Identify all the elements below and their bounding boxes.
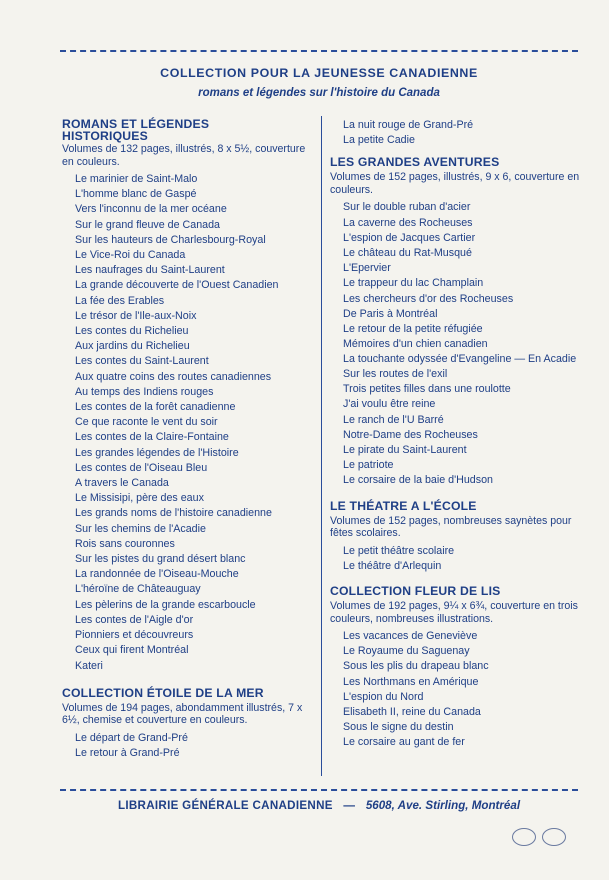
list-item: La grande découverte de l'Ouest Canadien [75,279,279,292]
list-item: Ceux qui firent Montréal [75,644,189,657]
section-aventures-title: LES GRANDES AVENTURES [330,155,500,170]
list-item: Sur les pistes du grand désert blanc [75,553,246,566]
list-item: Vers l'inconnu de la mer océane [75,203,227,216]
section-romans [62,118,314,674]
list-item: Rois sans couronnes [75,537,175,550]
section-romans-desc: Volumes de 132 pages, illustrés, 8 x 5½, couverture en couleurs. [62,143,306,168]
section-aventures-desc: Volumes de 152 pages, illustrés, 9 x 6, couverture en couleurs. [330,171,580,196]
list-item: Kateri [75,659,103,672]
bottom-dashed-rule [60,789,578,791]
list-item: Aux jardins du Richelieu [75,340,190,353]
list-item: Le corsaire de la baie d'Hudson [343,474,493,487]
section-fleur [330,585,590,751]
section-etoile [62,687,314,761]
section-aventures [330,156,590,488]
list-item: Le petit théâtre scolaire [343,544,455,557]
section-fleur-desc: Volumes de 192 pages, 9¼ x 6¾, couverture en trois couleurs, nombreuses illustrations. [330,600,578,625]
etoile-cont-list [330,118,590,148]
list-item: Elisabeth II, reine du Canada [343,706,481,719]
list-item: Sur les routes de l'exil [343,368,448,381]
list-item: La touchante odyssée d'Evangeline — En Acadie [343,353,577,366]
romans-list [62,172,314,674]
list-item: Les naufrages du Saint-Laurent [75,264,225,277]
list-item: J'ai voulu être reine [343,398,436,411]
column-divider [321,116,322,776]
list-item: Le patriote [343,459,394,472]
list-item: Le retour à Grand-Pré [75,746,180,759]
list-item: Le ranch de l'U Barré [343,413,444,426]
union-label-stamp-right [542,828,566,846]
list-item: Le Missisipi, père des eaux [75,492,204,505]
list-item: Le marinier de Saint-Malo [75,173,198,185]
list-item: Les Northmans en Amérique [343,675,479,688]
aventures-list [330,200,590,488]
left-column [62,118,314,772]
list-item: Le Royaume du Saguenay [343,645,470,658]
list-item: L'espion du Nord [343,690,424,703]
list-item: Le théâtre d'Arlequin [343,559,442,572]
publisher-name: LIBRAIRIE GÉNÉRALE CANADIENNE [117,799,333,812]
list-item: Notre-Dame des Rocheuses [343,428,478,441]
section-fleur-title: COLLECTION FLEUR DE LIS [330,584,501,599]
list-item: L'homme blanc de Gaspé [75,188,197,201]
list-item: Les contes du Saint-Laurent [75,355,209,368]
page-subtitle: romans et légendes sur l'histoire du Canada [198,87,440,99]
list-item: Aux quatre coins des routes canadiennes [75,370,272,383]
list-item: L'espion de Jacques Cartier [343,231,476,244]
list-item: Le corsaire au gant de fer [343,736,465,749]
fleur-list [330,629,590,751]
list-item: Le trappeur du lac Champlain [343,277,484,290]
page-title: COLLECTION POUR LA JEUNESSE CANADIENNE [160,66,478,80]
publisher-footer [60,799,578,812]
list-item: Les vacances de Geneviève [343,630,478,643]
top-dashed-rule [60,50,578,52]
list-item: Le Vice-Roi du Canada [75,249,186,262]
list-item: Les chercheurs d'or des Rocheuses [343,292,514,305]
list-item: La petite Cadie [343,134,415,147]
list-item: Trois petites filles dans une roulotte [343,383,511,396]
list-item: Pionniers et découvreurs [75,629,194,642]
theatre-list [330,544,590,574]
list-item: Les contes de l'Aigle d'or [75,613,194,626]
right-column [330,118,590,762]
publisher-address: 5608, Ave. Stirling, Montréal [365,799,521,812]
list-item: Les contes de la forêt canadienne [75,401,236,414]
section-theatre-desc: Volumes de 152 pages, nombreuses saynètes pour fêtes scolaires. [330,514,572,540]
list-item: Les contes de l'Oiseau Bleu [75,461,208,474]
etoile-list [62,731,314,761]
list-item: Ce que raconte le vent du soir [75,416,218,429]
list-item: La randonnée de l'Oiseau-Mouche [75,568,239,581]
list-item: Sur les chemins de l'Acadie [75,522,206,535]
list-item: Sur le grand fleuve de Canada [75,218,220,231]
list-item: Le trésor de l'Ile-aux-Noix [75,309,197,322]
list-item: Sur le double ruban d'acier [343,201,471,214]
list-item: Les pèlerins de la grande escarboucle [75,598,256,611]
list-item: Le retour de la petite réfugiée [343,323,483,336]
list-item: Sur les hauteurs de Charlesbourg-Royal [75,233,266,246]
list-item: Sous le signe du destin [343,721,454,734]
list-item: Le pirate du Saint-Laurent [343,444,467,457]
list-item: Sous les plis du drapeau blanc [343,660,489,673]
section-theatre-title: LE THÉATRE A L'ÉCOLE [330,498,477,513]
list-item: La fée des Erables [75,294,165,307]
section-romans-title [62,118,314,142]
list-item: L'héroïne de Châteauguay [75,583,201,596]
list-item: Le château du Rat-Musqué [343,247,472,260]
list-item: Les grands noms de l'histoire canadienne [75,507,272,520]
list-item: A travers le Canada [75,477,169,490]
list-item: Le départ de Grand-Pré [75,731,188,744]
union-label-stamp-left [512,828,536,846]
list-item: La nuit rouge de Grand-Pré [343,119,474,131]
list-item: Les grandes légendes de l'Histoire [75,446,239,459]
section-theatre [330,500,590,574]
list-item: Les contes de la Claire-Fontaine [75,431,229,444]
section-etoile-title: COLLECTION ÉTOILE DE LA MER [62,685,264,700]
list-item: Mémoires d'un chien canadien [343,338,488,351]
list-item: Les contes du Richelieu [75,325,189,338]
section-etoile-continued [330,118,590,148]
footer-dash: — [343,799,356,812]
section-romans-title-line1: ROMANS ET LÉGENDES [62,117,210,131]
section-romans-title-line2: HISTORIQUES [62,129,148,143]
list-item: Au temps des Indiens rouges [75,385,214,398]
section-etoile-desc: Volumes de 194 pages, abondamment illustrés, 7 x 6½, chemise et couverture en couleurs. [62,701,303,727]
list-item: L'Epervier [343,262,391,275]
list-item: De Paris à Montréal [343,307,438,320]
list-item: La caverne des Rocheuses [343,216,473,229]
